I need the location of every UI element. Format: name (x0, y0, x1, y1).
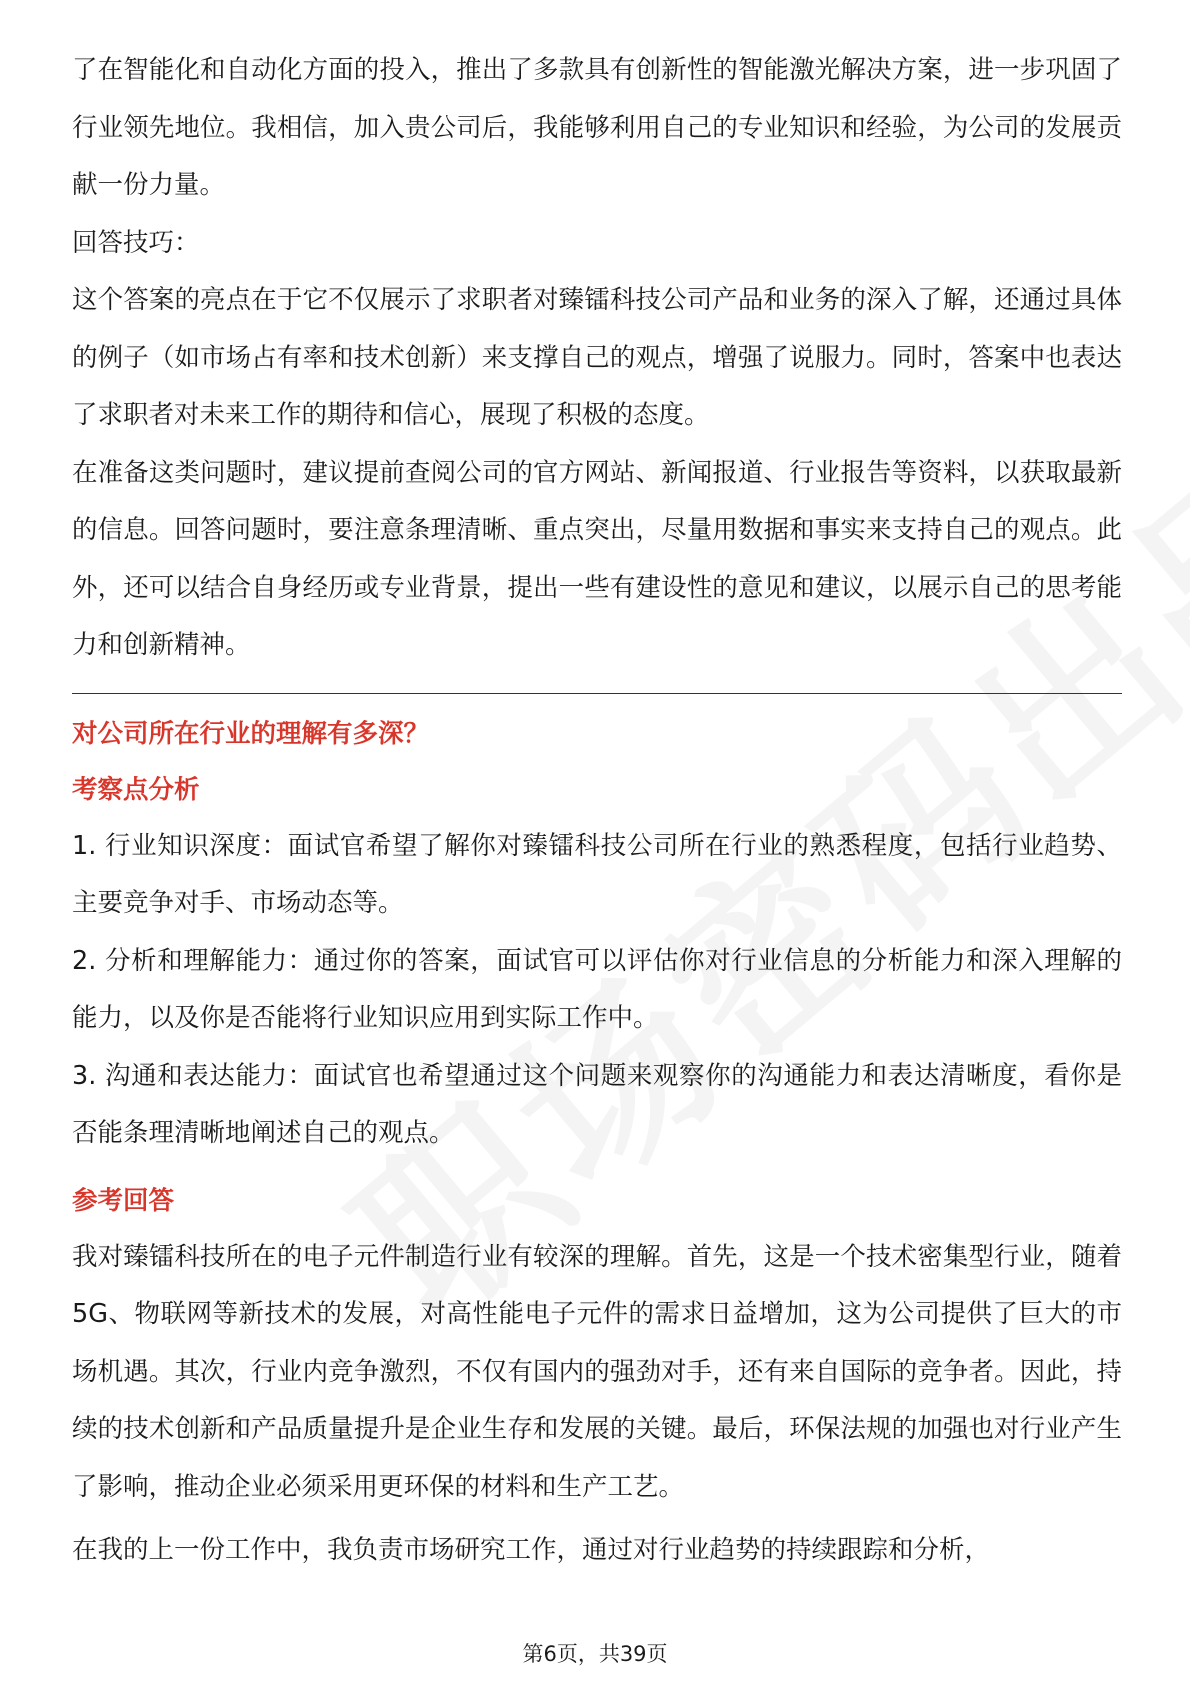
section-divider (72, 693, 1122, 694)
tips-label: 回答技巧： (72, 227, 200, 258)
analysis-heading: 考察点分析 (72, 774, 200, 805)
page-indicator: 第6页，共39页 (522, 1642, 668, 1666)
document-body (72, 42, 1122, 1580)
answer-heading: 参考回答 (72, 1185, 175, 1216)
analysis-item: 3. 沟通和表达能力：面试官也希望通过这个问题来观察你的沟通能力和表达清晰度，看你是否能条理清晰地阐述自己的观点。 (72, 1060, 1122, 1148)
tips-paragraph-1: 这个答案的亮点在于它不仅展示了求职者对臻镭科技公司产品和业务的深入了解，还通过具体的例子（如市场占有率和技术创新）来支撑自己的观点，增强了说服力。同时，答案中也表达了求职者对未来工作的期待和信心，展现了积极的态度。 (72, 285, 1122, 430)
question-title: 对公司所在行业的理解有多深？ (72, 718, 430, 749)
answer-paragraph-1: 我对臻镭科技所在的电子元件制造行业有较深的理解。首先，这是一个技术密集型行业，随着5G、物联网等新技术的发展，对高性能电子元件的需求日益增加，这为公司提供了巨大的市场机遇。其次，行业内竞争激烈，不仅有国内的强劲对手，还有来自国际的竞争者。因此，持续的技术创新和产品质量提升是企业生存和发展的关键。最后，环保法规的加强也对行业产生了影响，推动企业必须采用更环保的材料和生产工艺。 (72, 1241, 1122, 1502)
answer-paragraph-2: 在我的上一份工作中，我负责市场研究工作，通过对行业趋势的持续跟踪和分析， (72, 1535, 991, 1565)
intro-paragraph: 了在智能化和自动化方面的投入，推出了多款具有创新性的智能激光解决方案，进一步巩固了行业领先地位。我相信，加入贵公司后，我能够利用自己的专业知识和经验，为公司的发展贡献一份力量。 (72, 55, 1122, 200)
tips-paragraph-2: 在准备这类问题时，建议提前查阅公司的官方网站、新闻报道、行业报告等资料，以获取最新的信息。回答问题时，要注意条理清晰、重点突出，尽量用数据和事实来支持自己的观点。此外，还可以结合自身经历或专业背景，提出一些有建设性的意见和建议，以展示自己的思考能力和创新精神。 (72, 457, 1122, 660)
analysis-item: 2. 分析和理解能力：通过你的答案，面试官可以评估你对行业信息的分析能力和深入理解的能力，以及你是否能将行业知识应用到实际工作中。 (72, 945, 1122, 1033)
analysis-item: 1. 行业知识深度：面试官希望了解你对臻镭科技公司所在行业的熟悉程度，包括行业趋势、主要竞争对手、市场动态等。 (72, 830, 1122, 918)
